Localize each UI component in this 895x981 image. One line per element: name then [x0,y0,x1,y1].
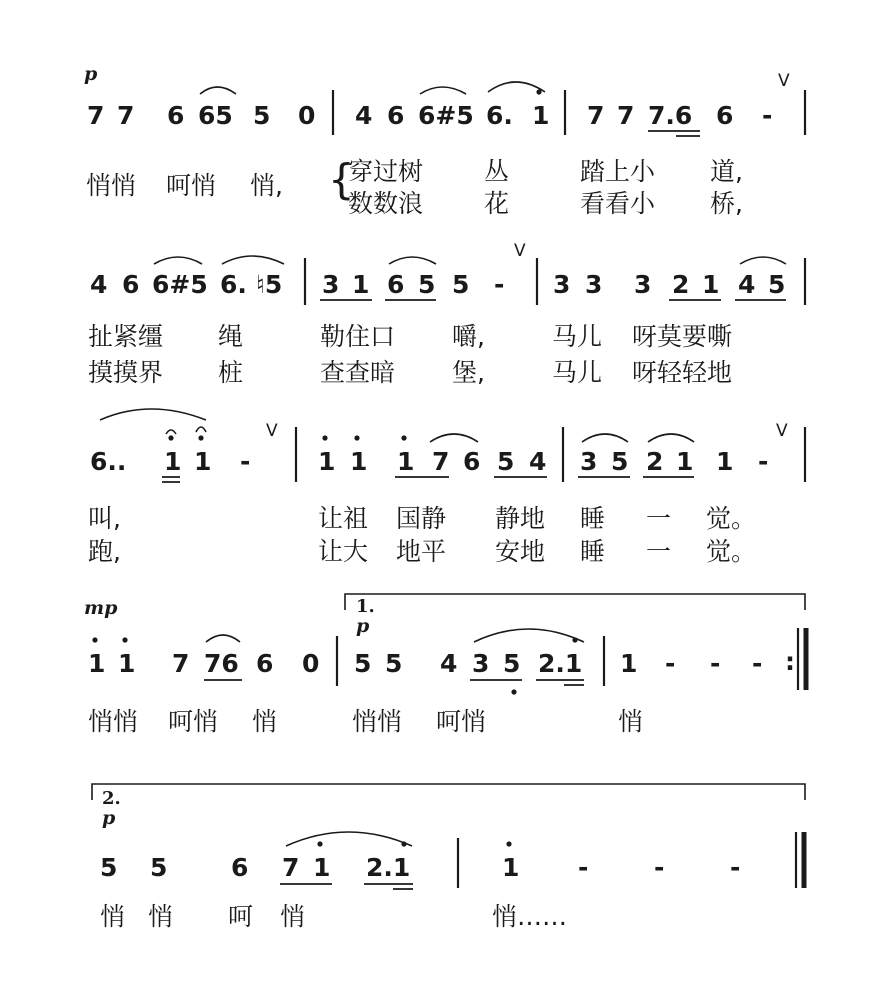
lyric: 踏上小 [580,157,656,186]
lyric: 国静 [396,504,447,533]
lyric: 悄 [280,902,306,931]
lyric: 叫, [88,504,121,533]
breath-mark: V [776,421,788,441]
lyric: 丛 [484,157,510,186]
octave-dot [401,435,406,440]
dash: - [240,447,251,476]
system-3 [88,409,805,566]
note: 4 [738,270,756,299]
slur [206,635,240,642]
note: 1 [620,649,638,678]
system-2 [88,241,805,387]
lyric: 绳 [218,322,244,351]
dynamic-mark: mp [84,597,118,619]
note: 3 [580,447,598,476]
note: 5 [100,853,118,882]
repeat-dots: : [785,647,795,676]
slur [389,257,436,264]
lyric: 悄悄 [88,707,139,736]
note: 6 [167,101,185,130]
system-4 [84,594,806,736]
note: 1 [716,447,734,476]
note-high: 1 [532,101,550,130]
breath-mark: V [514,241,526,261]
breath-mark: V [266,421,278,441]
note: 5 [150,853,168,882]
note: 1 [676,447,694,476]
note: 4 [90,270,108,299]
lyric: 悄, [250,171,283,200]
dynamic-mark: p [356,615,370,637]
lyric: 道, [710,157,743,186]
note-group: 2.1 [366,853,411,882]
lyric: 数数浪 [348,189,424,218]
note-natural: ♮5 [256,270,283,299]
note-group: 7.6 [648,101,693,130]
octave-dot [322,435,327,440]
note: 5 [253,101,271,130]
lyric: 呀莫要嘶 [632,322,733,351]
octave-dot [354,435,359,440]
note-sharp: 6#5 [152,270,208,299]
slur [200,87,236,94]
lyric: 嚼, [452,322,485,351]
lyric: 悄 [618,707,644,736]
lyric: 一 [646,504,672,533]
lyric: 呵 [228,902,254,931]
lyric: 堡, [452,358,485,387]
note: 5 [354,649,372,678]
slur [430,434,478,442]
note: 7 [87,101,105,130]
note: 5 [611,447,629,476]
slur [474,629,584,642]
note: 6 [716,101,734,130]
note-dotted: 6. [486,101,513,130]
note: 7 [282,853,300,882]
lyric: 睡 [580,504,606,533]
dash: - [578,853,589,882]
note: 5 [768,270,786,299]
lyric: 让祖 [318,504,369,533]
lyric: 静地 [495,504,546,533]
slur [582,434,628,442]
lyric: 看看小 [580,189,656,218]
note-high: 1 [397,447,415,476]
breath-mark: V [778,71,790,91]
verse-brace: { [328,155,355,204]
lyric: 桥, [710,189,743,218]
lyric: 悄 [252,707,278,736]
lyric: 觉。 [706,537,757,566]
note-group: 65 [198,101,233,130]
octave-dot [168,435,173,440]
lyric: 桩 [218,358,244,387]
note: 4 [355,101,373,130]
note: 7 [172,649,190,678]
note: 7 [432,447,450,476]
note: 3 [472,649,490,678]
second-ending-bracket [92,784,805,800]
ending-number: 2. [102,788,121,809]
note-high: 1 [502,853,520,882]
slur [740,257,786,264]
note-high: 1 [164,447,182,476]
note: 4 [440,649,458,678]
slur [420,87,466,94]
note: 2 [646,447,664,476]
note: 5 [418,270,436,299]
note: 5 [452,270,470,299]
system-5 [92,784,805,931]
octave-dot [506,841,511,846]
slur [488,82,545,92]
lyric: 呵悄 [166,171,217,200]
note-sharp: 6#5 [418,101,474,130]
octave-dot [92,637,97,642]
note: 3 [634,270,652,299]
note: 6 [463,447,481,476]
octave-dot [198,435,203,440]
lyric: 扯紧缰 [88,322,164,351]
octave-dot [122,637,127,642]
slur [100,409,206,420]
note: 1 [702,270,720,299]
note: 1 [352,270,370,299]
note: 6 [387,270,405,299]
note: 6 [231,853,249,882]
note: 7 [117,101,135,130]
lyric: 摸摸界 [88,358,164,387]
slur [648,434,694,442]
lyric: 睡 [580,537,606,566]
lyric: 悄 [100,902,126,931]
note: 2 [672,270,690,299]
lyric: 悄 [148,902,174,931]
note: 7 [617,101,635,130]
slur [154,257,202,264]
lyric: 勒住口 [320,322,396,351]
note-high: 1 [88,649,106,678]
slur [166,430,176,434]
note-high: 1 [194,447,212,476]
note-high: 1 [350,447,368,476]
note: 6 [256,649,274,678]
note-high: 1 [313,853,331,882]
octave-dot-low [511,689,516,694]
first-ending-bracket [345,594,805,610]
lyric: 悄…… [492,902,568,931]
lyric: 马儿 [552,358,603,387]
ending-number: 1. [356,596,375,617]
slur [286,832,412,846]
lyric: 呵悄 [168,707,219,736]
note: 6 [387,101,405,130]
lyric: 呀轻轻地 [632,358,733,387]
note-dotted: 6. [220,270,247,299]
note-high: 1 [118,649,136,678]
dash: - [752,649,763,678]
lyric: 悄悄 [86,171,137,200]
lyric: 跑, [88,537,121,566]
lyric: 一 [646,537,672,566]
note: 3 [322,270,340,299]
note-double-dotted: 6.. [90,447,127,476]
note: 3 [585,270,603,299]
note: 6 [122,270,140,299]
lyric: 让大 [318,537,369,566]
note: 7 [587,101,605,130]
lyric: 呵悄 [436,707,487,736]
dash: - [494,270,505,299]
lyric: 马儿 [552,322,603,351]
note-group: 76 [204,649,239,678]
dash: - [710,649,721,678]
lyric: 查查暗 [320,358,396,387]
dash: - [665,649,676,678]
lyric: 地平 [396,537,447,566]
dash: - [730,853,741,882]
note: 3 [553,270,571,299]
note: 5 [385,649,403,678]
slur [222,256,284,264]
note: 5 [497,447,515,476]
dash: - [654,853,665,882]
rest: 0 [298,101,316,130]
lyric: 悄悄 [352,707,403,736]
lyric: 穿过树 [348,157,424,186]
dynamic-mark: p [102,807,116,829]
rest: 0 [302,649,320,678]
note-group: 2.1 [538,649,583,678]
lyric: 安地 [495,537,546,566]
dynamic-mark: p [84,63,98,85]
note-high: 1 [318,447,336,476]
lyric: 觉。 [706,504,757,533]
octave-dot [317,841,322,846]
lyric: 花 [484,189,510,218]
system-1 [84,63,805,218]
note: 4 [529,447,547,476]
dash: - [758,447,769,476]
dash: - [762,101,773,130]
note: 5 [503,649,521,678]
fermata [196,427,206,432]
